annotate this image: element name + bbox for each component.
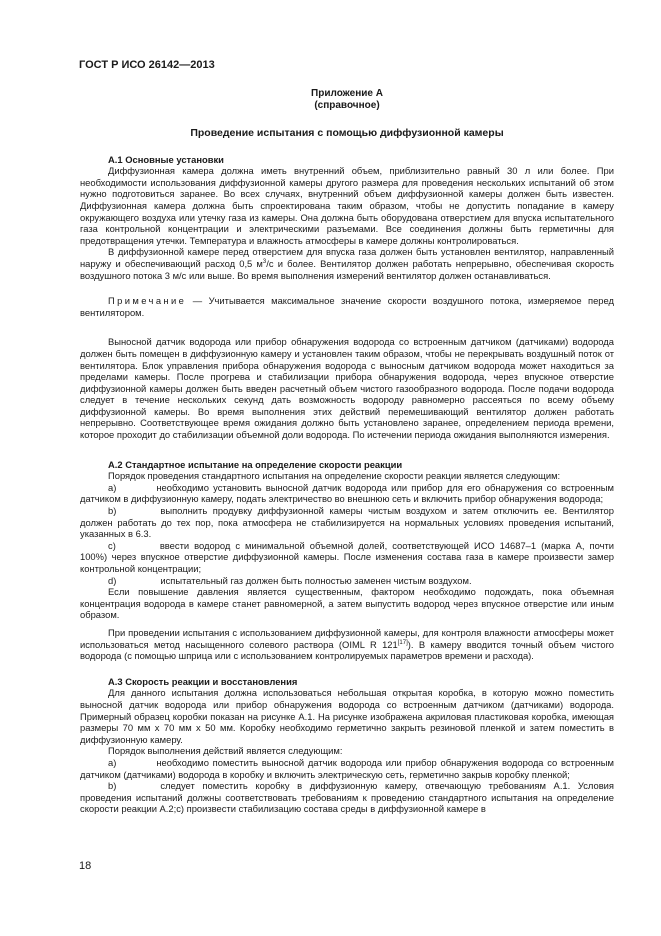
reference-superscript: [17] xyxy=(397,639,408,646)
section-a3-item-b xyxy=(80,780,614,815)
item-b-text: выполнить продувку диффузионной камеры чистым воздухом и затем отключить ее. Вентилятор должен работать до тех пор, пока атмосфера не стабилизируется на нормальных условиях проведения испытаний, указанных в 6.3. xyxy=(80,505,614,540)
document-id-header: ГОСТ Р ИСО 26142—2013 xyxy=(79,59,215,71)
section-a2-item-a xyxy=(80,482,614,505)
section-a2-paragraph-after: Если повышение давления является существенным, фактором необходимо подождать, пока объемная концентрация водорода в камере станет равномерной, а затем выпустить водород через впускное отверстие или иным образом. xyxy=(80,586,614,621)
a3-item-b-text: следует поместить коробку в диффузионную камеру, отвечающую требованиям А.1. Условия проведения испытаний должны соответствовать требованиям к проведению стандартного испытания на определение скорости реакции А.2;с) произвести стабилизацию состава среды в диффузионной камере в xyxy=(80,780,614,815)
section-a1-paragraph-2-start: В диффузионной камере перед отверстием для впуска газа должен быть установлен вентилятор, направленный наружу и обеспечивающий расход 0,5 м xyxy=(80,246,614,269)
section-a1-heading: А.1 Основные установки xyxy=(108,153,224,165)
a3-item-b-label: b) xyxy=(108,780,117,792)
a3-item-a-label: а) xyxy=(108,756,117,768)
item-d-label: d) xyxy=(108,574,117,586)
section-a3-item-a xyxy=(80,757,614,780)
page-number: 18 xyxy=(79,860,92,872)
section-a1-paragraph-3: Выносной датчик водорода или прибор обнаружения водорода со встроенным датчиком (датчиками) водорода должен быть помещен в диффузионную камеру и установлен таким образом, чтобы не перекрывать воздушный поток от вентилятора. Блок управления прибора обнаружения водорода с выносным датчиком водорода может находиться за пределами камеры. После прогрева и стабилизации прибора обнаружения водорода, через впускное отверстие диффузионной камеры должен быть введен расчетный объем чистого газообразного водорода. После подачи водорода следует в течение нескольких секунд дать возможность водороду равномерно рассеяться по всему объему диффузионной камеры. Во время выполнения этих действий перемешивающий вентилятор должен работать непрерывно. Соответствующее время ожидания должно быть установлено заранее, определением периода времени, которое проходит до стабилизации объемной доли водорода. По истечении периода ожидания выполняются измерения. xyxy=(80,336,614,441)
item-c-label: с) xyxy=(108,539,116,551)
appendix-title: Приложение А xyxy=(311,88,383,99)
section-a1-note xyxy=(80,295,614,318)
salt-text-start: При проведении испытания с использованием диффузионной камеры, для контроля влажности атмосферы может использоваться метод насыщенного солевого раствора (OIML R 121 xyxy=(80,626,614,650)
section-a3-intro: Порядок выполнения действий является следующим: xyxy=(108,745,343,757)
section-a1-paragraph-2-end: /с и более. Вентилятор должен работать непрерывно, обеспечивая скорость воздушного потока 3 м/с или выше. Во время выполнения измерений вентилятор должен останавливаться. xyxy=(80,257,614,281)
section-a2-item-b xyxy=(80,505,614,540)
note-text: — Учитывается максимальное значение скорости воздушного потока, измеряемое перед вентилятором. xyxy=(80,295,614,318)
item-c-text: ввести водород с минимальной объемной долей, соответствующей ИСО 14687–1 (марка А, почти 100%) через впускное отверстие диффузионной камеры. После изменения состава газа в камере произвести замер контрольной концентрации; xyxy=(80,539,614,574)
section-a3-paragraph-1: Для данного испытания должна использоваться небольшая открытая коробка, в которую можно поместить выносной датчик водорода или прибор обнаружения водорода со встроенным датчиком (датчиками) водорода. Примерный образец коробки показан на рисунке А.1. На рисунке изображена акриловая пластиковая коробка, имеющая размеры 70 мм x 70 мм x 50 мм. Коробку необходимо герметично закрыть резиновой пленкой и затем поместить в диффузионную камеру. xyxy=(80,687,614,745)
section-a3-heading: А.3 Скорость реакции и восстановления xyxy=(108,675,298,687)
section-a2-intro: Порядок проведения стандартного испытания на определение скорости реакции является следующим: xyxy=(108,470,561,482)
item-d-text: испытательный газ должен быть полностью заменен чистым воздухом. xyxy=(160,574,472,586)
appendix-subtitle: (справочное) xyxy=(314,100,380,111)
cubic-superscript: 3 xyxy=(262,258,267,265)
section-a2-item-d xyxy=(80,575,614,587)
main-title: Проведение испытания с помощью диффузионной камеры xyxy=(190,127,504,139)
section-a1-paragraph-1: Диффузионная камера должна иметь внутренний объем, приблизительно равный 30 л или более. При необходимости использования диффузионной камеры другого размера для проведения нескольких испытаний об этом нужно подготовиться заранее. Во всех случаях, внутренний объем диффузионной камеры должен быть известен. Диффузионная камера должна быть спроектирована таким образом, чтобы не допустить попадание в камеру окружающего воздуха или утечку газа из камеры. Она должна быть оборудована отверстием для впуска испытательного газа контрольной концентрации и электрическими разъемами. Все соединения должны быть герметичны для предотвращения утечки. Температура и влажность атмосферы в камере должны контролироваться. xyxy=(80,165,614,246)
section-a1-paragraph-2 xyxy=(80,246,614,281)
section-a2-heading: А.2 Стандартное испытание на определение скорости реакции xyxy=(108,458,403,470)
salt-text-end: ). В камеру вводится точный объем чистого водорода (с помощью шприца или с использованием контролируемых параметров времени и расхода). xyxy=(80,638,614,662)
item-a-label: а) xyxy=(108,481,117,493)
a3-item-a-text: необходимо поместить выносной датчик водорода или прибор обнаружения водорода со встроенным датчиком (датчиками) водорода в коробку и включить электрическую сеть, герметично закрыв коробку пленкой; xyxy=(80,756,614,780)
item-b-label: b) xyxy=(108,505,117,517)
note-label: Примечание xyxy=(108,295,187,307)
section-a2-paragraph-salt xyxy=(80,627,614,662)
item-a-text: необходимо установить выносной датчик водорода или прибор для его обнаружения со встроенным датчиком в диффузионную камеру, подать электричество во внешнюю сеть и включить прибор обнаружения водорода; xyxy=(80,481,614,505)
page-content xyxy=(80,88,614,815)
section-a2-item-c xyxy=(80,540,614,575)
